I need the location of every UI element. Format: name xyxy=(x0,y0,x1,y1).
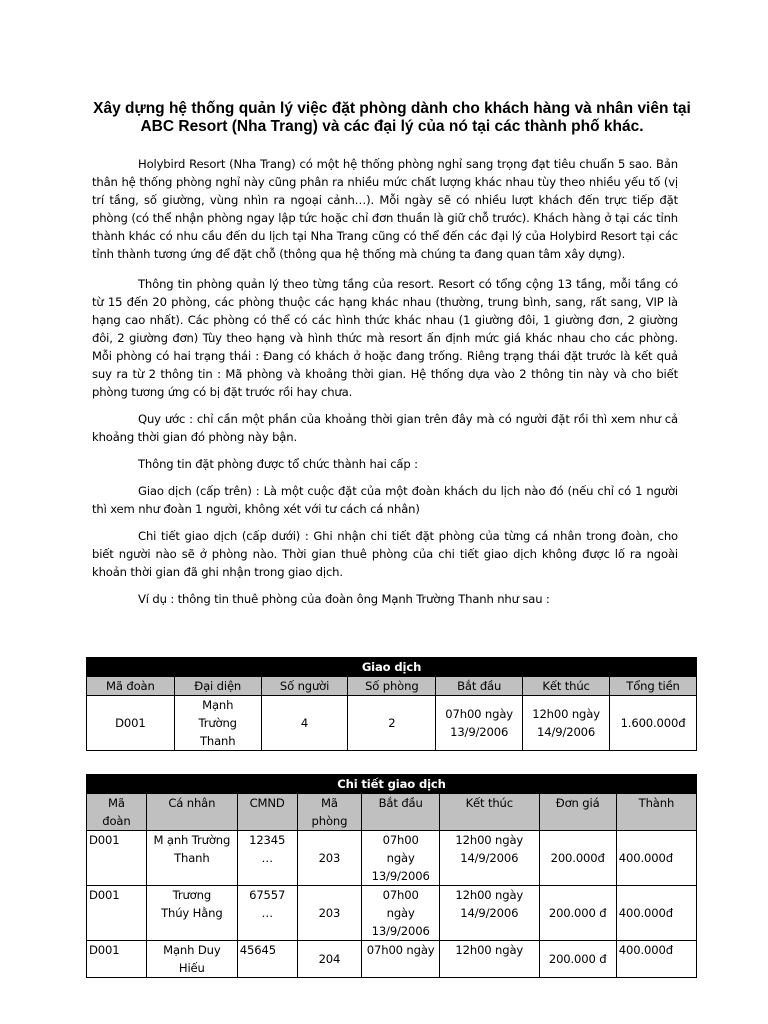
table-cell: 12h00 ngày 14/9/2006 xyxy=(440,886,540,941)
header-cell: Đơn giá xyxy=(539,794,616,831)
transaction-header-row xyxy=(87,677,697,696)
header-cell: Mã đoàn xyxy=(87,677,175,696)
detail-header-row xyxy=(87,794,697,831)
paragraph-booking-levels: Thông tin đặt phòng được tổ chức thành hai cấp : xyxy=(138,457,418,471)
table-row xyxy=(87,696,697,751)
table-cell: 400.000đ xyxy=(616,941,696,978)
table-cell: D001 xyxy=(87,696,175,751)
table-cell: 400.000đ xyxy=(616,886,696,941)
header-cell: Đại diện xyxy=(174,677,261,696)
table-cell: 07h00 ngày 13/9/2006 xyxy=(362,886,440,941)
table-cell: 12345 … xyxy=(237,831,297,886)
header-cell: Tổng tiền xyxy=(610,677,697,696)
table-cell: 07h00 ngày xyxy=(362,941,440,978)
header-cell: Thành xyxy=(616,794,696,831)
detail-table-title: Chi tiết giao dịch xyxy=(87,775,697,794)
table-cell: 203 xyxy=(297,831,362,886)
paragraph-intro: Holybird Resort (Nha Trang) có một hệ thống phòng nghỉ sang trọng đạt tiêu chuẩn 5 sao. Bản thân hệ thống phòng nghỉ này cũng phân ra nhiều mức chất lượng khác nhau tùy theo nhiều yếu tố (vị trí tầng, số giường, vùng nhìn ra ngoại cảnh…). Mỗi ngày sẽ có nhiều lượt khách đến trực tiếp đặt phòng (có thể nhận phòng ngay lập tức hoặc chỉ đơn thuần là giữ chỗ trước). Khách hàng ở tại các tỉnh thành khác có nhu cầu đến du lịch tại Nha Trang cũng có thể đến các đại lý của Holybird Resort tại các tỉnh thành tương ứng để đặt chỗ (thông qua hệ thống mà chúng ta đang quan tâm xây dựng). xyxy=(92,157,678,261)
table-cell: D001 xyxy=(87,941,147,978)
table-cell: M ạnh Trường Thanh xyxy=(146,831,237,886)
paragraph-room-info: Thông tin phòng quản lý theo từng tầng của resort. Resort có tổng cộng 13 tầng, mỗi tầng có từ 15 đến 20 phòng, các phòng thuộc các hạng khác nhau (thường, trung bình, sang, rất sang, VIP là hạng cao nhất). Các phòng có thể có các hình thức khác nhau (1 giường đôi, 1 giường đơn, 2 giường đôi, 2 giường đơn) Tùy theo hạng và hình thức mà resort ấn định mức giá khác nhau cho các phòng. Mỗi phòng có hai trạng thái : Đang có khách ở hoặc đang trống. Riêng trạng thái đặt trước là kết quả suy ra từ 2 thông tin : Mã phòng và khoảng thời gian. Hệ thống dựa vào 2 thông tin này và cho biết phòng tương ứng có bị đặt trước rồi hay chưa. xyxy=(92,277,678,399)
document-body xyxy=(92,155,678,617)
document-title: Xây dựng hệ thống quản lý việc đặt phòng dành cho khách hàng và nhân viên tại ABC Resort (Nha Trang) và các đại lý của nó tại các thành phố khác. xyxy=(93,100,691,135)
table-row xyxy=(87,886,697,941)
table-cell: 07h00 ngày 13/9/2006 xyxy=(362,831,440,886)
transaction-table-title: Giao dịch xyxy=(87,658,697,677)
table-cell: 12h00 ngày xyxy=(440,941,540,978)
paragraph-example: Ví dụ : thông tin thuê phòng của đoàn ông Mạnh Trường Thanh như sau : xyxy=(138,592,550,606)
table-cell: 45645 xyxy=(237,941,297,978)
header-cell: Cá nhân xyxy=(146,794,237,831)
table-cell: 204 xyxy=(297,941,362,978)
table-cell: Mạnh Duy Hiếu xyxy=(146,941,237,978)
table-cell: 12h00 ngày 14/9/2006 xyxy=(440,831,540,886)
table-cell: Trương Thúy Hằng xyxy=(146,886,237,941)
header-cell: Số người xyxy=(261,677,348,696)
transaction-table xyxy=(86,657,697,751)
header-cell: CMND xyxy=(237,794,297,831)
header-cell: Kết thúc xyxy=(523,677,610,696)
table-cell: D001 xyxy=(87,831,147,886)
header-cell: Mã đoàn xyxy=(87,794,147,831)
table-cell: 1.600.000đ xyxy=(610,696,697,751)
table-row xyxy=(87,941,697,978)
table-cell: 203 xyxy=(297,886,362,941)
header-cell: Bắt đầu xyxy=(362,794,440,831)
table-cell: Mạnh Trường Thanh xyxy=(174,696,261,751)
table-cell: 07h00 ngày 13/9/2006 xyxy=(436,696,523,751)
header-cell: Số phòng xyxy=(348,677,436,696)
paragraph-transaction-detail: Chi tiết giao dịch (cấp dưới) : Ghi nhận chi tiết đặt phòng của từng cá nhân trong đoàn, cho biết người nào sẽ ở phòng nào. Thời gian thuê phòng của chi tiết giao dịch không được lố ra ngoài khoản thời gian đã ghi nhận trong giao dịch. xyxy=(92,529,678,579)
header-cell: Mã phòng xyxy=(297,794,362,831)
table-cell: 2 xyxy=(348,696,436,751)
table-row xyxy=(87,831,697,886)
table-cell: 12h00 ngày 14/9/2006 xyxy=(523,696,610,751)
table-cell: D001 xyxy=(87,886,147,941)
table-cell: 200.000 đ xyxy=(539,886,616,941)
table-cell: 200.000đ xyxy=(539,831,616,886)
transaction-detail-table xyxy=(86,774,697,978)
table-cell: 200.000 đ xyxy=(539,941,616,978)
table-cell: 4 xyxy=(261,696,348,751)
header-cell: Kết thúc xyxy=(440,794,540,831)
paragraph-transaction: Giao dịch (cấp trên) : Là một cuộc đặt của một đoàn khách du lịch nào đó (nếu chỉ có 1 người thì xem như đoàn 1 người, không xét với tư cách cá nhân) xyxy=(92,484,678,516)
table-cell: 67557 … xyxy=(237,886,297,941)
header-cell: Bắt đầu xyxy=(436,677,523,696)
paragraph-convention: Quy ước : chỉ cần một phần của khoảng thời gian trên đây mà có người đặt rồi thì xem như cả khoảng thời gian đó phòng này bận. xyxy=(92,412,678,444)
table-cell: 400.000đ xyxy=(616,831,696,886)
